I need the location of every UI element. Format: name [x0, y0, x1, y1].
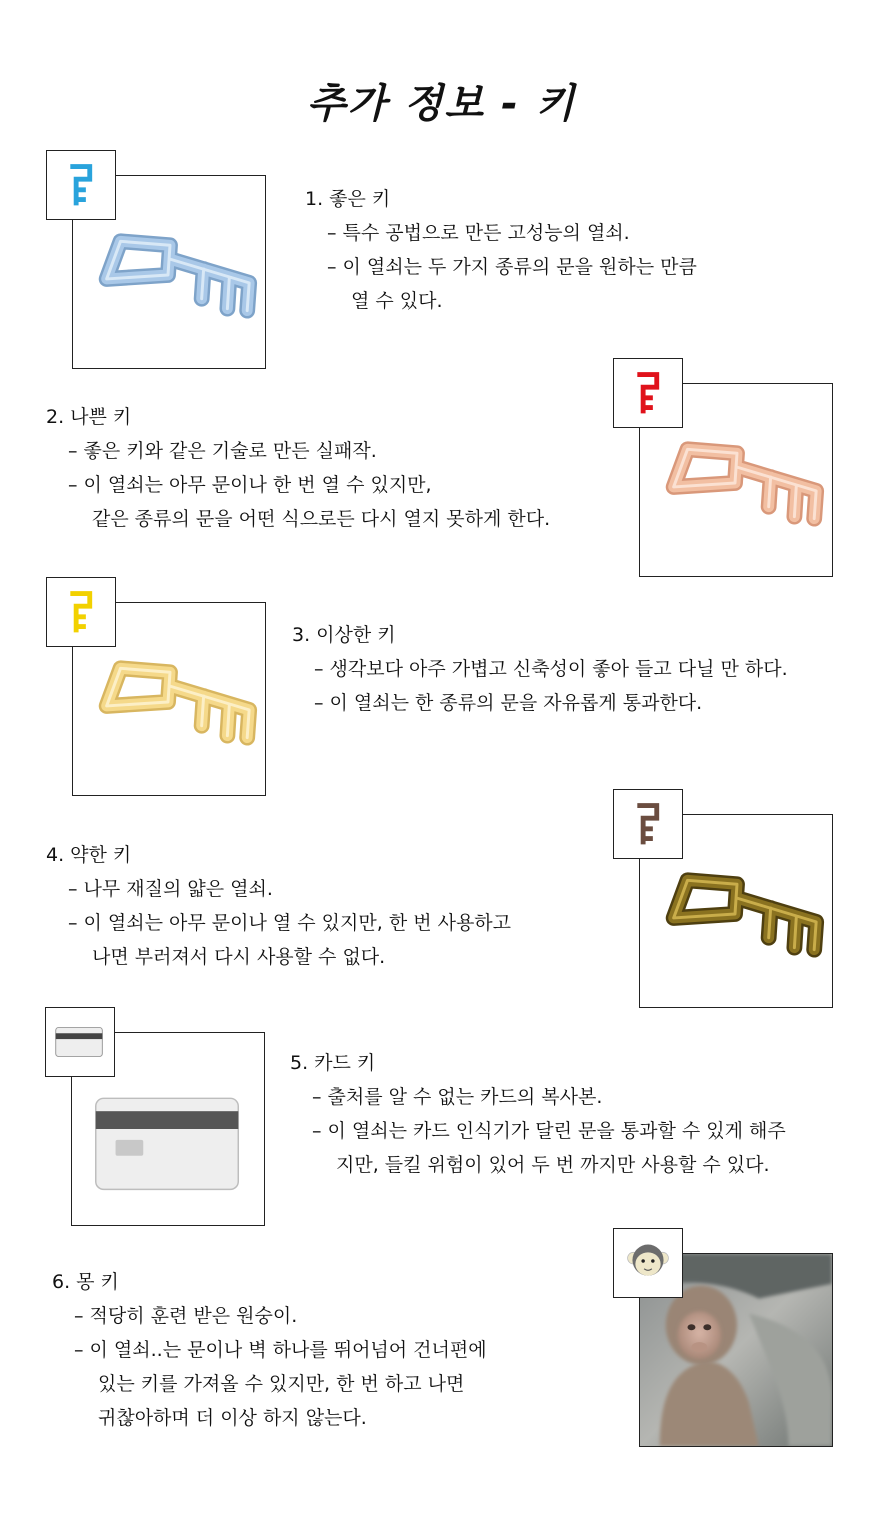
item-heading: 5. 카드 키	[290, 1052, 376, 1074]
brown-key-icon	[613, 789, 683, 859]
item-line: – 이 열쇠는 카드 인식기가 달린 문을 통과할 수 있게 해주	[312, 1120, 786, 1142]
item-line: – 나무 재질의 얇은 열쇠.	[68, 878, 273, 900]
item-line-continuation: 나면 부러져서 다시 사용할 수 없다.	[92, 946, 386, 968]
item-line-continuation: 귀찮아하며 더 이상 하지 않는다.	[98, 1407, 367, 1429]
item-line-continuation: 열 수 있다.	[351, 290, 443, 312]
item-line-continuation: 같은 종류의 문을 어떤 식으로든 다시 열지 못하게 한다.	[92, 508, 551, 530]
item-monkey	[52, 1265, 487, 1435]
monkey-face-icon	[613, 1228, 683, 1298]
item-line: – 이 열쇠..는 문이나 벽 하나를 뛰어넘어 건너편에	[74, 1339, 487, 1361]
yellow-key-icon	[46, 577, 116, 647]
item-line: – 좋은 키와 같은 기술로 만든 실패작.	[68, 440, 377, 462]
item-heading: 1. 좋은 키	[305, 188, 391, 210]
item-card-key	[290, 1046, 786, 1182]
item-weak-key	[46, 838, 511, 974]
red-key-icon	[613, 358, 683, 428]
item-line: – 적당히 훈련 받은 원숭이.	[74, 1305, 298, 1327]
item-line: – 이 열쇠는 두 가지 종류의 문을 원하는 만큼	[327, 256, 697, 278]
item-line: – 출처를 알 수 없는 카드의 복사본.	[312, 1086, 603, 1108]
item-bad-key	[46, 400, 550, 536]
item-strange-key	[292, 618, 788, 720]
blue-key-icon	[46, 150, 116, 220]
item-line-continuation: 있는 키를 가져올 수 있지만, 한 번 하고 나면	[98, 1373, 465, 1395]
item-line-continuation: 지만, 들킬 위험이 있어 두 번 까지만 사용할 수 있다.	[336, 1154, 770, 1176]
item-heading: 6. 몽 키	[52, 1271, 119, 1293]
item-good-key	[305, 182, 697, 318]
item-line: – 이 열쇠는 아무 문이나 열 수 있지만, 한 번 사용하고	[68, 912, 512, 934]
item-line: – 이 열쇠는 한 종류의 문을 자유롭게 통과한다.	[314, 692, 703, 714]
item-heading: 3. 이상한 키	[292, 624, 396, 646]
item-heading: 4. 약한 키	[46, 844, 132, 866]
item-line: – 이 열쇠는 아무 문이나 한 번 열 수 있지만,	[68, 474, 432, 496]
item-heading: 2. 나쁜 키	[46, 406, 132, 428]
page-title: 추가 정보 - 키	[306, 81, 577, 127]
card-icon	[45, 1007, 115, 1077]
item-line: – 특수 공법으로 만든 고성능의 열쇠.	[327, 222, 630, 244]
item-line: – 생각보다 아주 가볍고 신축성이 좋아 들고 다닐 만 하다.	[314, 658, 788, 680]
